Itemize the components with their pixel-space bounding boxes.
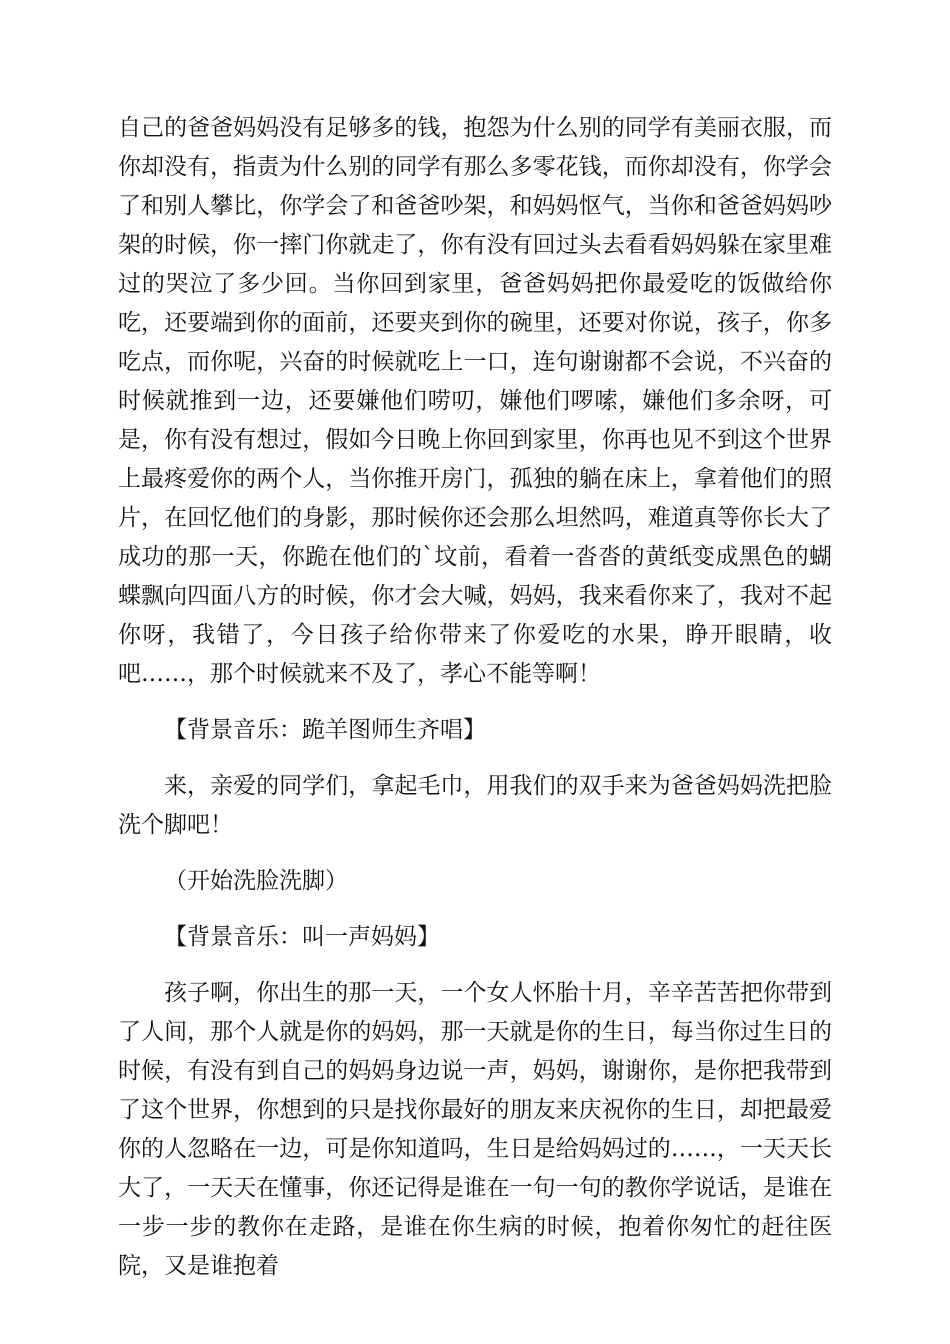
- paragraph-stage-direction: （开始洗脸洗脚）: [164, 868, 348, 894]
- paragraph-music-cue-2: 【背景音乐：叫一声妈妈】: [164, 924, 440, 950]
- paragraph-continuation: 自己的爸爸妈妈没有足够多的钱，抱怨为什么别的同学有美丽衣服，而你却没有，指责为什么别的同学有那么多零花钱，而你却没有，你学会了和别人攀比，你学会了和爸爸吵架，和妈妈怄气，当你和爸爸妈妈吵架的时候，你一摔门你就走了，你有没有回过头去看看妈妈躲在家里难过的哭泣了多少回。当你回到家里，爸爸妈妈把你最爱吃的饭做给你吃，还要端到你的面前，还要夹到你的碗里，还要对你说，孩子，你多吃点，而你呢，兴奋的时候就吃上一口，连句谢谢都不会说，不兴奋的时候就推到一边，还要嫌他们唠叨，嫌他们啰嗦，嫌他们多余呀，可是，你有没有想过，假如今日晚上你回到家里，你再也见不到这个世界上最疼爱你的两个人，当你推开房门，孤独的躺在床上，拿着他们的照片，在回忆他们的身影，那时候你还会那么坦然吗，难道真等你长大了成功的那一天，你跪在他们的`坟前，看着一沓沓的黄纸变成黑色的蝴蝶飘向四面八方的时候，你才会大喊，妈妈，我来看你来了，我对不起你呀，我错了，今日孩子给你带来了你爱吃的水果，睁开眼睛，收吧……，那个时候就来不及了，孝心不能等啊！: [118, 115, 832, 687]
- document-body: [118, 109, 832, 1286]
- paragraph-music-cue-1: 【背景音乐：跪羊图师生齐唱】: [164, 717, 486, 743]
- paragraph-birthday: 孩子啊，你出生的那一天，一个女人怀胎十月，辛辛苦苦把你带到了人间，那个人就是你的妈妈，那一天就是你的生日，每当你过生日的时候，有没有到自己的妈妈身边说一声，妈妈，谢谢你，是你把我带到了这个世界，你想到的只是找你最好的朋友来庆祝你的生日，却把最爱你的人忽略在一边，可是你知道吗，生日是给妈妈过的……，一天天长大了，一天天在懂事，你还记得是谁在一句一句的教你学说话，是谁在一步一步的教你在走路，是谁在你生病的时候，抱着你匆忙的赶往医院，又是谁抱着: [118, 980, 832, 1279]
- paragraph-invitation: 来，亲爱的同学们，拿起毛巾，用我们的双手来为爸爸妈妈洗把脸洗个脚吧！: [118, 773, 832, 838]
